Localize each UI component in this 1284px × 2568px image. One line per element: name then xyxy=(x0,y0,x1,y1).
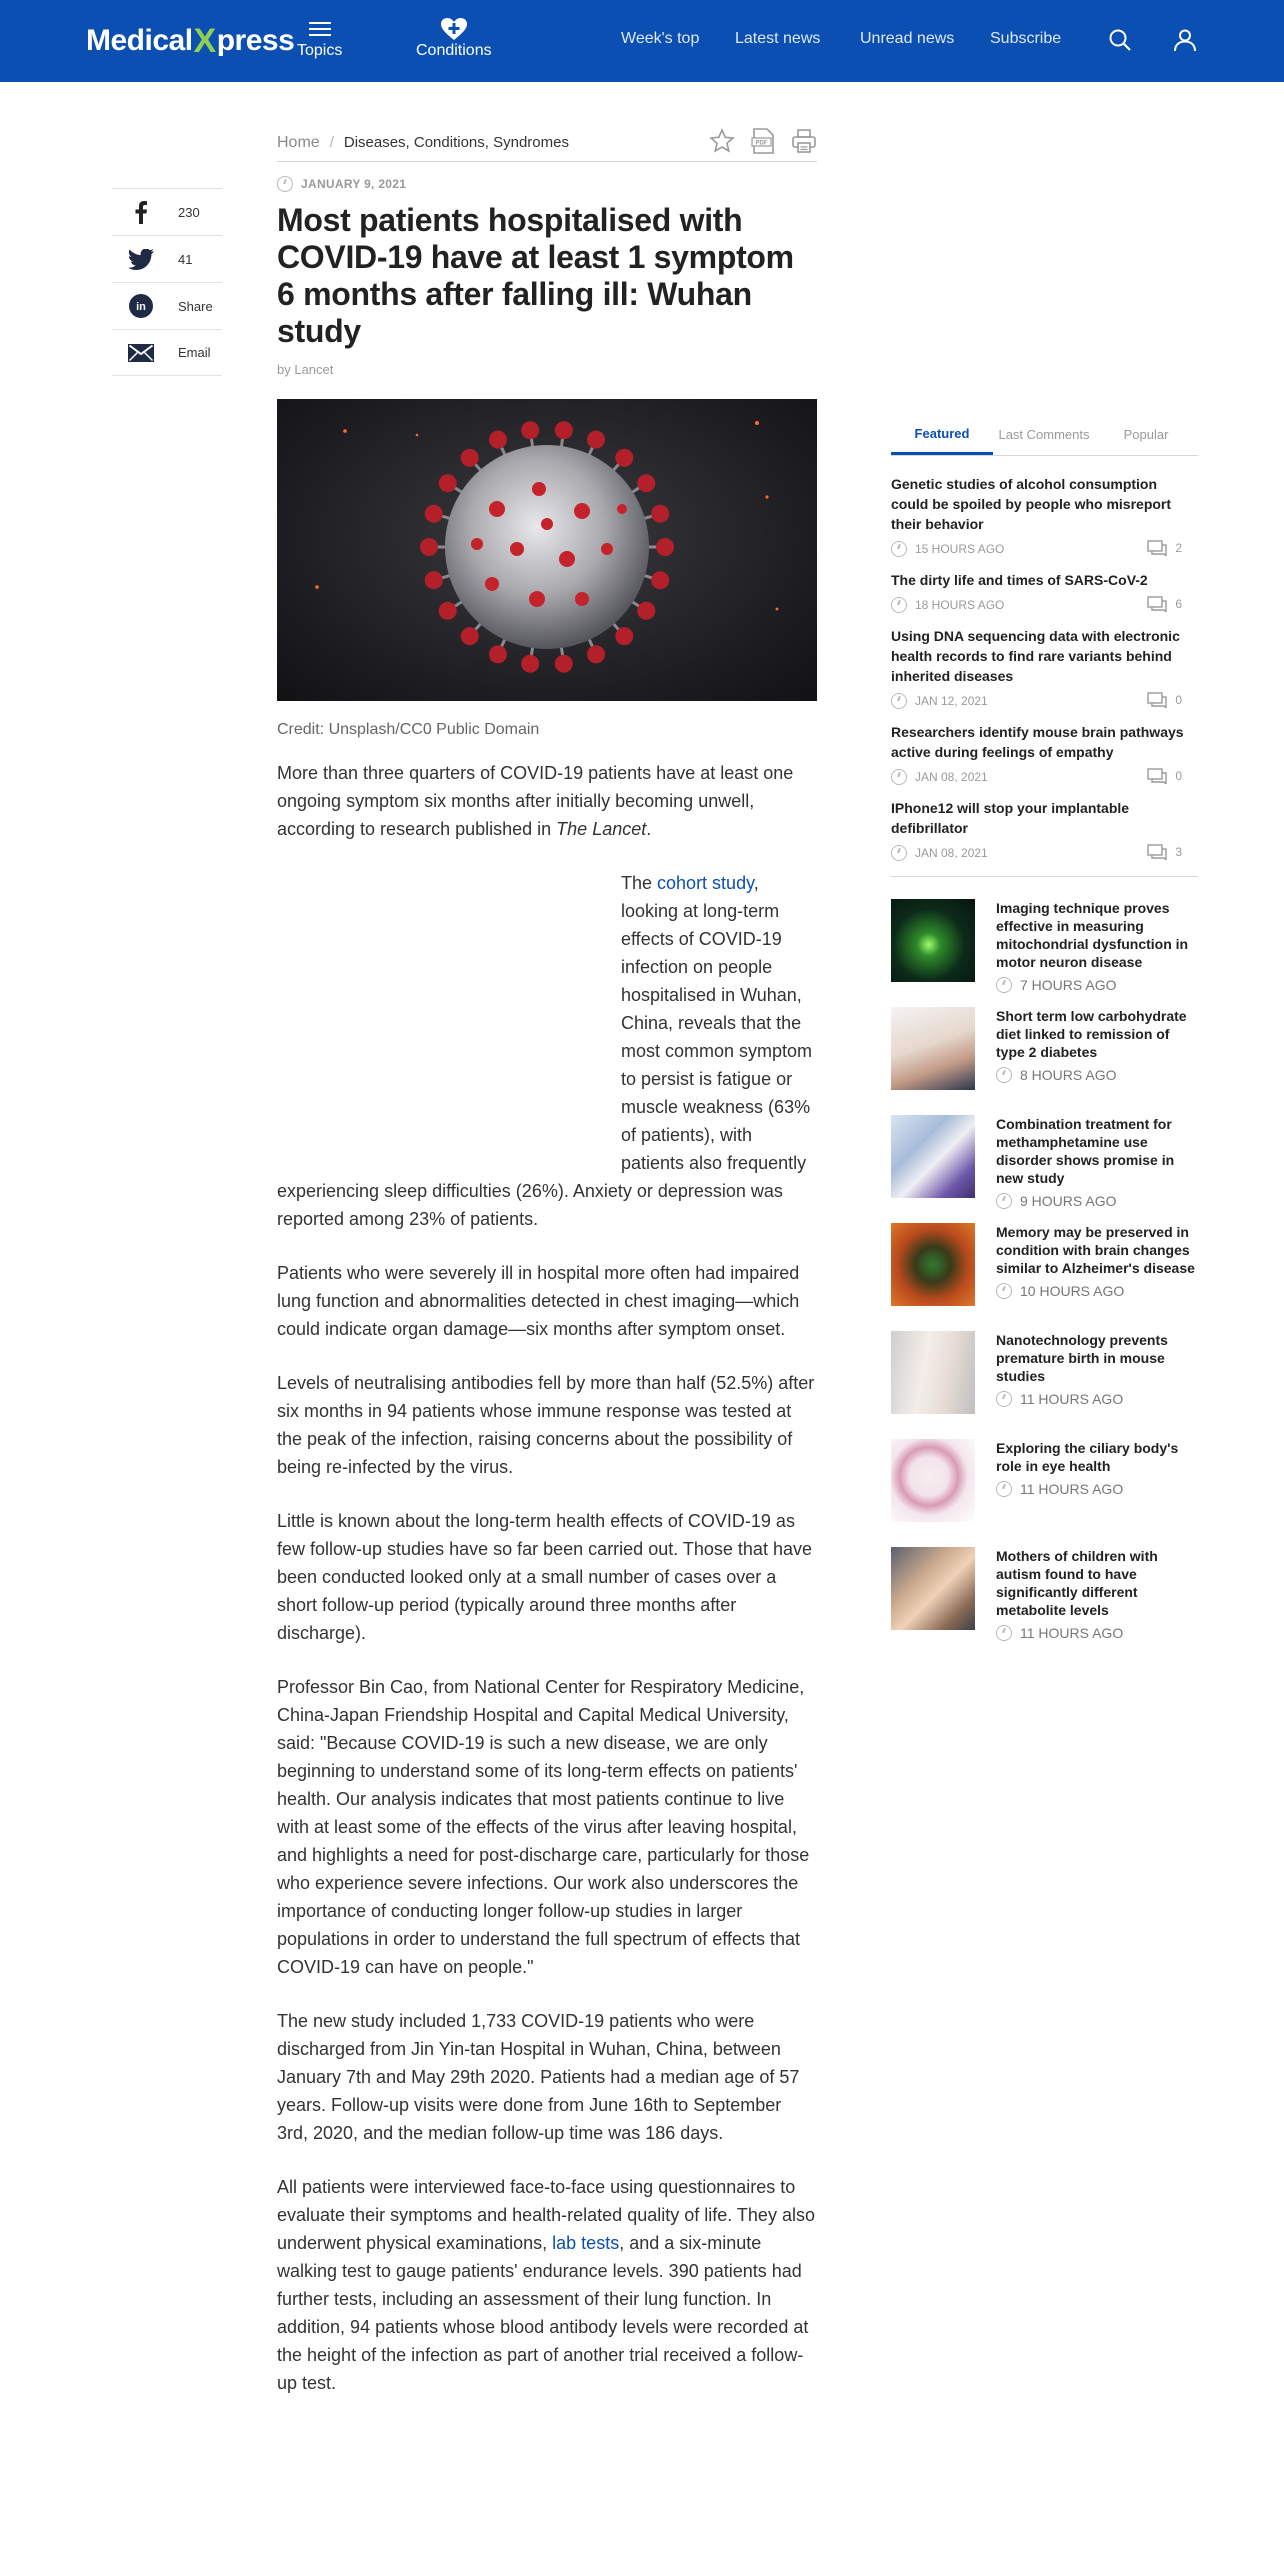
news-item[interactable] xyxy=(891,1439,1198,1522)
svg-text:PDF: PDF xyxy=(755,140,768,147)
comment-count[interactable] xyxy=(1147,596,1182,612)
sidebar-divider xyxy=(891,876,1198,877)
p1-end: . xyxy=(646,819,652,839)
facebook-icon xyxy=(126,200,156,224)
clock-icon xyxy=(996,1283,1012,1299)
featured-meta xyxy=(891,596,1198,614)
share-linkedin[interactable] xyxy=(112,282,222,329)
featured-meta xyxy=(891,540,1198,558)
virus-spike-tip xyxy=(461,627,479,645)
clock-icon xyxy=(996,1481,1012,1497)
cohort-study-link[interactable]: cohort study xyxy=(657,873,754,893)
lab-tests-link[interactable]: lab tests xyxy=(552,2233,620,2253)
p2-rest: , looking at long-term effects of COVID-19 infection on people hospitalised in Wuhan, China, reveals that the most common symptom to persist is fatigue or muscle weakness (63% of patients), with patients also frequently experiencing sleep difficulties (26%). Anxiety or depression was reported among 23% of patients. xyxy=(277,873,813,1229)
twitter-count: 41 xyxy=(178,251,193,267)
news-thumbnail[interactable] xyxy=(891,1007,975,1090)
news-item[interactable] xyxy=(891,899,1198,993)
article-date-text: JANUARY 9, 2021 xyxy=(301,177,407,191)
featured-time: JAN 08, 2021 xyxy=(915,846,988,860)
news-meta xyxy=(996,1481,1198,1497)
tab-last-comments[interactable]: Last Comments xyxy=(998,427,1090,442)
news-meta xyxy=(996,1193,1198,1209)
site-logo[interactable] xyxy=(86,20,294,62)
featured-item[interactable] xyxy=(891,786,1198,862)
news-thumbnail[interactable] xyxy=(891,1223,975,1306)
virus-spike-tip xyxy=(555,655,573,673)
breadcrumb xyxy=(277,124,817,162)
clock-icon xyxy=(891,597,907,613)
news-item[interactable] xyxy=(891,1115,1198,1209)
comment-count-value: 0 xyxy=(1175,769,1182,783)
breadcrumb-home[interactable]: Home xyxy=(277,133,320,151)
featured-meta xyxy=(891,844,1198,862)
site-header xyxy=(0,0,1284,82)
news-thumbnail[interactable] xyxy=(891,1115,975,1198)
news-time: 11 HOURS AGO xyxy=(1020,1391,1124,1407)
clock-icon xyxy=(891,693,907,709)
comments-icon xyxy=(1147,596,1167,612)
comment-count[interactable] xyxy=(1147,692,1182,708)
nav-subscribe[interactable]: Subscribe xyxy=(990,30,1062,47)
news-meta xyxy=(996,977,1198,993)
article xyxy=(277,124,817,2397)
comment-count[interactable] xyxy=(1147,540,1182,556)
svg-text:in: in xyxy=(136,301,146,313)
article-paragraph-3: Patients who were severely ill in hospital more often had impaired lung function and abnormalities detected in chest imaging—which could indicate organ damage—six months after symptom onset. xyxy=(277,1263,800,1339)
article-paragraph-7: The new study included 1,733 COVID-19 patients who were discharged from Jin Yin-tan Hospital in Wuhan, China, between January 7th and May 29th 2020. Patients had a median age of 57 years. Follow-up visits were done from June 16th to September 3rd, 2020, and the median follow-up time was 186 days. xyxy=(277,2011,800,2143)
virus-spike-tip xyxy=(425,571,443,589)
featured-list xyxy=(891,456,1198,862)
featured-meta xyxy=(891,692,1198,710)
news-title[interactable]: Combination treatment for methamphetamine use disorder shows promise in new study xyxy=(996,1116,1175,1186)
article-title: Most patients hospitalised with COVID-19 have at least 1 symptom 6 months after falling ill: Wuhan study xyxy=(277,202,794,349)
virus-spike-tip xyxy=(587,431,605,449)
comment-count[interactable] xyxy=(1147,844,1182,860)
featured-title[interactable]: The dirty life and times of SARS-CoV-2 xyxy=(891,572,1148,588)
featured-title[interactable]: Researchers identify mouse brain pathways active during feelings of empathy xyxy=(891,724,1184,760)
ad-slot xyxy=(277,869,621,1169)
virus-spike-tip xyxy=(615,449,633,467)
clock-icon xyxy=(996,1193,1012,1209)
news-title[interactable]: Mothers of children with autism found to have significantly different metabolite levels xyxy=(996,1548,1158,1618)
article-paragraph-5: Little is known about the long-term health effects of COVID-19 as few follow-up studies have so far been carried out. Those that have been conducted looked only at a small number of cases over a short follow-up period (typically around three months after discharge). xyxy=(277,1511,812,1643)
article-date xyxy=(277,176,817,192)
bookmark-star-icon[interactable] xyxy=(709,128,735,158)
clock-icon xyxy=(277,176,293,192)
clock-icon xyxy=(996,977,1012,993)
linkedin-label: Share xyxy=(178,298,213,314)
heart-plus-icon xyxy=(440,16,468,42)
logo-text-medical: Medical xyxy=(86,24,193,57)
article-tools xyxy=(709,128,817,158)
virus-spike-tip xyxy=(637,602,655,620)
sidebar-tabs xyxy=(891,414,1198,456)
p1-journal: The Lancet xyxy=(556,819,647,839)
nav-unread-news[interactable]: Unread news xyxy=(860,30,955,47)
user-icon[interactable] xyxy=(1173,28,1197,57)
article-paragraph-6: Professor Bin Cao, from National Center for Respiratory Medicine, China-Japan Friendship Hospital and Capital Medical University, said: "Because COVID-19 is such a new disease, we are only beginning to understand some of its long-term effects on patients' health. Our analysis indicates that most patients continue to live with at least some of the effects of the virus after leaving hospital, and highlights a need for post-discharge care, particularly for those who experience severe infections. Our work also underscores the importance of conducting longer follow-up studies in larger populations in order to understand the full spectrum of effects that COVID-19 can have on people." xyxy=(277,1677,810,1977)
news-time: 8 HOURS AGO xyxy=(1020,1067,1117,1083)
p8-start: All patients were interviewed face-to-face using questionnaires to evaluate their symptoms and health-related quality of life. They also underwent physical examinations, xyxy=(277,2177,815,2253)
article-hero-image[interactable] xyxy=(277,399,817,701)
featured-item[interactable] xyxy=(891,558,1198,614)
email-label: Email xyxy=(178,345,211,360)
comment-count[interactable] xyxy=(1147,768,1182,784)
featured-item[interactable] xyxy=(891,710,1198,786)
conditions-button[interactable] xyxy=(416,16,492,60)
news-title[interactable]: Memory may be preserved in condition with brain changes similar to Alzheimer's disease xyxy=(996,1224,1195,1276)
comment-count-value: 3 xyxy=(1175,845,1182,859)
tab-popular[interactable]: Popular xyxy=(1123,427,1169,442)
p8-rest: , and a six-minute walking test to gauge patients' endurance levels. 390 patients had further tests, including an assessment of their lung function. In addition, 94 patients whose blood antibody levels were recorded at the height of the infection as part of another trial received a follow-up test. xyxy=(277,2233,809,2393)
news-item[interactable] xyxy=(891,1007,1198,1090)
news-time: 9 HOURS AGO xyxy=(1020,1193,1117,1209)
news-meta xyxy=(996,1067,1198,1083)
featured-item[interactable] xyxy=(891,614,1198,710)
news-thumbnail[interactable] xyxy=(891,1547,975,1630)
nav-weeks-top[interactable]: Week's top xyxy=(621,30,700,47)
linkedin-icon xyxy=(126,294,156,318)
share-twitter[interactable] xyxy=(112,235,222,282)
featured-time: JAN 12, 2021 xyxy=(915,694,988,708)
facebook-count: 230 xyxy=(178,204,200,220)
image-credit: Credit: Unsplash/CC0 Public Domain xyxy=(277,721,540,738)
comment-count-value: 0 xyxy=(1175,693,1182,707)
article-byline: by Lancet xyxy=(277,362,334,377)
article-paragraph-4: Levels of neutralising antibodies fell by more than half (52.5%) after six months in 94 patients whose immune response was tested at the peak of the infection, raising concerns about the possibility of being re-infected by the virus. xyxy=(277,1373,815,1477)
clock-icon xyxy=(891,541,907,557)
virus-spike-tip xyxy=(439,602,457,620)
news-time: 11 HOURS AGO xyxy=(1020,1481,1124,1497)
news-meta xyxy=(996,1283,1198,1299)
news-time: 10 HOURS AGO xyxy=(1020,1283,1125,1299)
virus-spike-tip xyxy=(521,655,539,673)
virus-spike-tip xyxy=(651,505,669,523)
news-item[interactable] xyxy=(891,1331,1198,1414)
clock-icon xyxy=(996,1067,1012,1083)
comments-icon xyxy=(1147,768,1167,784)
news-meta xyxy=(996,1625,1198,1641)
pdf-icon[interactable] xyxy=(751,128,775,158)
virus-spike-tip xyxy=(489,645,507,663)
virus-spike-tip xyxy=(521,421,539,439)
search-icon[interactable] xyxy=(1108,28,1132,57)
comments-icon xyxy=(1147,844,1167,860)
print-icon[interactable] xyxy=(791,128,817,158)
virus-spike-tip xyxy=(615,627,633,645)
article-paragraph-8 xyxy=(277,2173,817,2397)
comment-count-value: 2 xyxy=(1175,541,1182,555)
news-time: 11 HOURS AGO xyxy=(1020,1625,1124,1641)
featured-title[interactable]: Using DNA sequencing data with electronic health records to find rare variants behind inherited diseases xyxy=(891,628,1180,684)
featured-meta xyxy=(891,768,1198,786)
news-title[interactable]: Nanotechnology prevents premature birth in mouse studies xyxy=(996,1332,1168,1384)
news-title[interactable]: Imaging technique proves effective in measuring mitochondrial dysfunction in motor neuron disease xyxy=(996,900,1189,970)
featured-time: 15 HOURS AGO xyxy=(915,542,1005,556)
related-news-list xyxy=(891,899,1198,1641)
virus-spike-tip xyxy=(656,538,674,556)
coronavirus-illustration xyxy=(277,399,817,701)
news-title[interactable]: Short term low carbohydrate diet linked to remission of type 2 diabetes xyxy=(996,1008,1187,1060)
menu-icon xyxy=(309,16,331,42)
news-meta xyxy=(996,1391,1198,1407)
sidebar xyxy=(891,414,1198,1655)
featured-time: JAN 08, 2021 xyxy=(915,770,988,784)
share-email[interactable] xyxy=(112,329,222,376)
share-facebook[interactable] xyxy=(112,188,222,235)
nav-latest-news[interactable]: Latest news xyxy=(735,30,821,47)
featured-title[interactable]: IPhone12 will stop your implantable defibrillator xyxy=(891,800,1130,836)
news-thumbnail[interactable] xyxy=(891,1331,975,1414)
p1-text: More than three quarters of COVID-19 patients have at least one ongoing symptom six months after initially becoming unwell, according to research published in xyxy=(277,763,794,839)
share-panel xyxy=(112,188,222,376)
virus-spike-tip xyxy=(555,421,573,439)
logo-x: X xyxy=(193,21,216,60)
p2-start: The xyxy=(621,873,658,893)
article-paragraph-1 xyxy=(277,759,817,843)
clock-icon xyxy=(996,1625,1012,1641)
breadcrumb-category[interactable]: Diseases, Conditions, Syndromes xyxy=(343,134,569,151)
featured-item[interactable] xyxy=(891,462,1198,558)
news-item[interactable] xyxy=(891,1547,1198,1641)
featured-title[interactable]: Genetic studies of alcohol consumption could be spoiled by people who misreport their behavior xyxy=(891,476,1172,532)
email-icon xyxy=(126,344,156,362)
topics-label: Topics xyxy=(297,42,343,59)
virus-spike-tip xyxy=(420,538,438,556)
news-thumbnail[interactable] xyxy=(891,899,975,982)
virus-spike-tip xyxy=(489,431,507,449)
clock-icon xyxy=(996,1391,1012,1407)
virus-spike-tip xyxy=(461,449,479,467)
comments-icon xyxy=(1147,540,1167,556)
article-paragraph-2 xyxy=(277,869,817,1233)
news-title[interactable]: Exploring the ciliary body's role in eye health xyxy=(996,1440,1179,1474)
virus-spike-tip xyxy=(651,571,669,589)
virus-spike-tip xyxy=(587,645,605,663)
featured-time: 18 HOURS AGO xyxy=(915,598,1005,612)
clock-icon xyxy=(891,845,907,861)
twitter-icon xyxy=(126,249,156,270)
virus-spike-tip xyxy=(637,474,655,492)
breadcrumb-separator: / xyxy=(329,134,334,151)
comments-icon xyxy=(1147,692,1167,708)
virus-spike-tip xyxy=(425,505,443,523)
news-item[interactable] xyxy=(891,1223,1198,1306)
virus-spike-tip xyxy=(439,474,457,492)
topics-button[interactable] xyxy=(297,16,342,60)
comment-count-value: 6 xyxy=(1175,597,1182,611)
clock-icon xyxy=(891,769,907,785)
news-thumbnail[interactable] xyxy=(891,1439,975,1522)
tab-featured[interactable]: Featured xyxy=(891,414,993,455)
logo-text-press: press xyxy=(216,24,295,57)
conditions-label: Conditions xyxy=(416,42,492,59)
news-time: 7 HOURS AGO xyxy=(1020,977,1117,993)
